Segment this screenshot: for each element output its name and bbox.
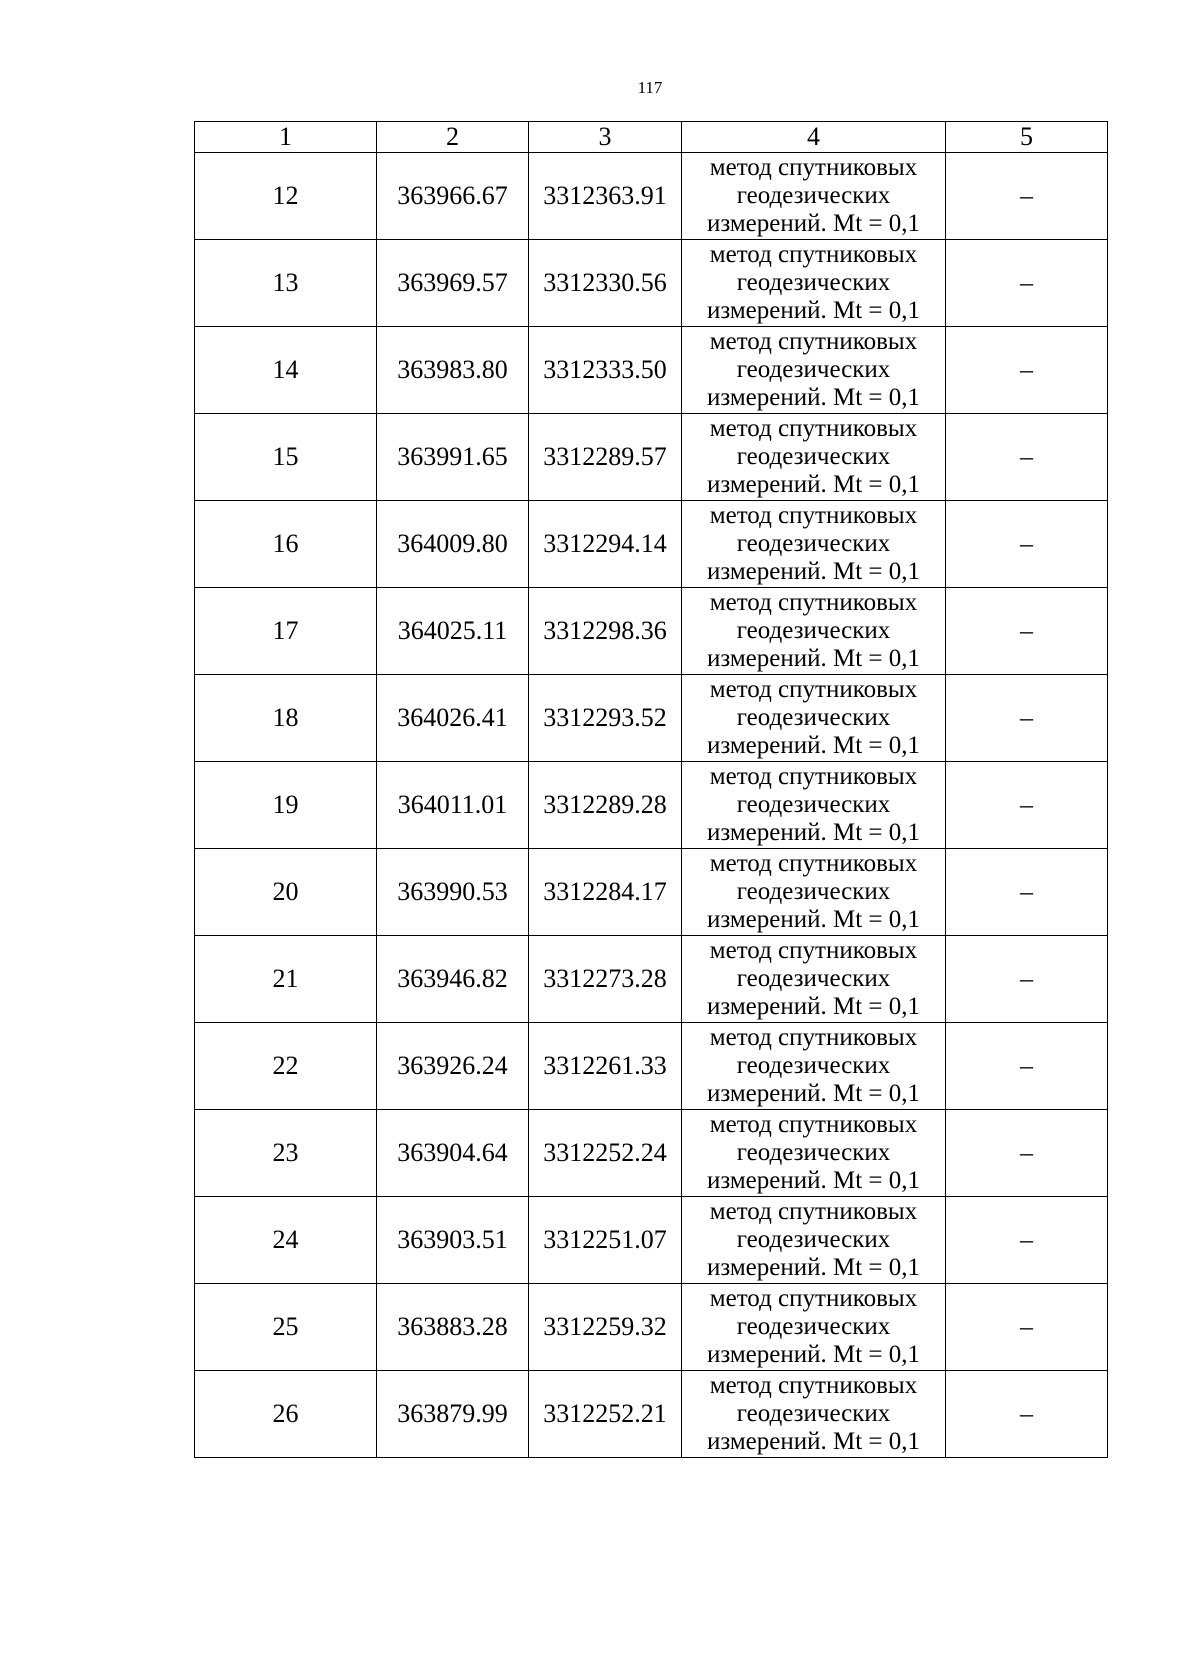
header-cell-4: 4: [682, 122, 946, 153]
table-row: [195, 327, 1108, 414]
page-number: 117: [637, 78, 663, 97]
method-line: метод спутниковых: [709, 1285, 918, 1312]
note-cell: –: [946, 153, 1108, 240]
method-line: метод спутниковых: [709, 502, 918, 529]
note-cell: –: [946, 762, 1108, 849]
x-coordinate-cell: 364025.11: [377, 588, 529, 675]
y-coordinate-cell: 3312333.50: [529, 327, 682, 414]
x-coordinate-cell: 364009.80: [377, 501, 529, 588]
method-line: геодезических: [736, 182, 891, 209]
header-cell-5: 5: [946, 122, 1108, 153]
x-coordinate-cell: 363883.28: [377, 1284, 529, 1371]
y-coordinate-cell: 3312289.57: [529, 414, 682, 501]
x-coordinate-cell: 364026.41: [377, 675, 529, 762]
method-cell: [682, 414, 946, 501]
method-line: измерений. Mt = 0,1: [706, 819, 921, 846]
method-line: метод спутниковых: [709, 1198, 918, 1225]
method-line: геодезических: [736, 1139, 891, 1166]
point-number-cell: 12: [195, 153, 377, 240]
x-coordinate-cell: 363903.51: [377, 1197, 529, 1284]
x-coordinate-cell: 363969.57: [377, 240, 529, 327]
table-row: [195, 762, 1108, 849]
y-coordinate-cell: 3312251.07: [529, 1197, 682, 1284]
y-coordinate-cell: 3312294.14: [529, 501, 682, 588]
note-cell: –: [946, 1110, 1108, 1197]
method-cell: [682, 936, 946, 1023]
point-number-cell: 26: [195, 1371, 377, 1458]
method-cell: [682, 762, 946, 849]
method-line: геодезических: [736, 269, 891, 296]
method-cell: [682, 1284, 946, 1371]
point-number-cell: 17: [195, 588, 377, 675]
note-cell: –: [946, 1023, 1108, 1110]
point-number-cell: 14: [195, 327, 377, 414]
point-number-cell: 16: [195, 501, 377, 588]
x-coordinate-cell: 364011.01: [377, 762, 529, 849]
table-row: [195, 675, 1108, 762]
note-cell: –: [946, 1371, 1108, 1458]
table-row: [195, 936, 1108, 1023]
y-coordinate-cell: 3312259.32: [529, 1284, 682, 1371]
x-coordinate-cell: 363904.64: [377, 1110, 529, 1197]
note-cell: –: [946, 240, 1108, 327]
method-line: геодезических: [736, 1313, 891, 1340]
method-line: измерений. Mt = 0,1: [706, 1167, 921, 1194]
note-cell: –: [946, 501, 1108, 588]
method-line: измерений. Mt = 0,1: [706, 732, 921, 759]
x-coordinate-cell: 363990.53: [377, 849, 529, 936]
method-line: геодезических: [736, 356, 891, 383]
point-number-cell: 13: [195, 240, 377, 327]
y-coordinate-cell: 3312273.28: [529, 936, 682, 1023]
y-coordinate-cell: 3312284.17: [529, 849, 682, 936]
method-line: измерений. Mt = 0,1: [706, 471, 921, 498]
method-cell: [682, 1197, 946, 1284]
method-line: геодезических: [736, 1400, 891, 1427]
method-line: геодезических: [736, 1226, 891, 1253]
table-row: [195, 1371, 1108, 1458]
table-body: [195, 153, 1108, 1458]
method-line: измерений. Mt = 0,1: [706, 1341, 921, 1368]
table-row: [195, 1197, 1108, 1284]
method-line: метод спутниковых: [709, 1024, 918, 1051]
method-line: измерений. Mt = 0,1: [706, 1080, 921, 1107]
method-line: геодезических: [736, 791, 891, 818]
point-number-cell: 23: [195, 1110, 377, 1197]
coordinates-table: [194, 121, 1108, 1458]
method-cell: [682, 1023, 946, 1110]
header-cell-1: 1: [195, 122, 377, 153]
table-row: [195, 1110, 1108, 1197]
point-number-cell: 18: [195, 675, 377, 762]
y-coordinate-cell: 3312293.52: [529, 675, 682, 762]
x-coordinate-cell: 363991.65: [377, 414, 529, 501]
method-cell: [682, 675, 946, 762]
y-coordinate-cell: 3312363.91: [529, 153, 682, 240]
method-line: метод спутниковых: [709, 850, 918, 877]
method-line: измерений. Mt = 0,1: [706, 645, 921, 672]
method-cell: [682, 1110, 946, 1197]
method-line: метод спутниковых: [709, 1372, 918, 1399]
method-line: метод спутниковых: [709, 589, 918, 616]
y-coordinate-cell: 3312330.56: [529, 240, 682, 327]
table-row: [195, 153, 1108, 240]
header-row: [195, 122, 1108, 153]
method-cell: [682, 501, 946, 588]
method-line: геодезических: [736, 878, 891, 905]
method-cell: [682, 849, 946, 936]
method-line: измерений. Mt = 0,1: [706, 993, 921, 1020]
method-line: геодезических: [736, 530, 891, 557]
method-line: измерений. Mt = 0,1: [706, 297, 921, 324]
y-coordinate-cell: 3312252.24: [529, 1110, 682, 1197]
x-coordinate-cell: 363966.67: [377, 153, 529, 240]
method-cell: [682, 327, 946, 414]
method-cell: [682, 1371, 946, 1458]
method-line: измерений. Mt = 0,1: [706, 210, 921, 237]
method-line: метод спутниковых: [709, 415, 918, 442]
point-number-cell: 20: [195, 849, 377, 936]
note-cell: –: [946, 327, 1108, 414]
x-coordinate-cell: 363879.99: [377, 1371, 529, 1458]
point-number-cell: 15: [195, 414, 377, 501]
point-number-cell: 24: [195, 1197, 377, 1284]
note-cell: –: [946, 675, 1108, 762]
method-line: метод спутниковых: [709, 154, 918, 181]
point-number-cell: 21: [195, 936, 377, 1023]
y-coordinate-cell: 3312261.33: [529, 1023, 682, 1110]
note-cell: –: [946, 849, 1108, 936]
header-cell-2: 2: [377, 122, 529, 153]
y-coordinate-cell: 3312252.21: [529, 1371, 682, 1458]
point-number-cell: 22: [195, 1023, 377, 1110]
x-coordinate-cell: 363983.80: [377, 327, 529, 414]
y-coordinate-cell: 3312289.28: [529, 762, 682, 849]
method-line: геодезических: [736, 1052, 891, 1079]
method-line: геодезических: [736, 965, 891, 992]
point-number-cell: 25: [195, 1284, 377, 1371]
note-cell: –: [946, 414, 1108, 501]
method-line: метод спутниковых: [709, 937, 918, 964]
x-coordinate-cell: 363946.82: [377, 936, 529, 1023]
method-line: измерений. Mt = 0,1: [706, 1254, 921, 1281]
x-coordinate-cell: 363926.24: [377, 1023, 529, 1110]
method-cell: [682, 153, 946, 240]
table-row: [195, 240, 1108, 327]
header-cell-3: 3: [529, 122, 682, 153]
method-line: метод спутниковых: [709, 1111, 918, 1138]
method-cell: [682, 588, 946, 675]
table-row: [195, 1023, 1108, 1110]
method-line: геодезических: [736, 443, 891, 470]
method-line: геодезических: [736, 617, 891, 644]
method-line: геодезических: [736, 704, 891, 731]
table-row: [195, 414, 1108, 501]
table-header: [195, 122, 1108, 153]
note-cell: –: [946, 936, 1108, 1023]
method-cell: [682, 240, 946, 327]
method-line: измерений. Mt = 0,1: [706, 384, 921, 411]
note-cell: –: [946, 1197, 1108, 1284]
note-cell: –: [946, 1284, 1108, 1371]
method-line: метод спутниковых: [709, 328, 918, 355]
method-line: измерений. Mt = 0,1: [706, 558, 921, 585]
method-line: метод спутниковых: [709, 763, 918, 790]
table-row: [195, 501, 1108, 588]
note-cell: –: [946, 588, 1108, 675]
method-line: метод спутниковых: [709, 676, 918, 703]
point-number-cell: 19: [195, 762, 377, 849]
method-line: метод спутниковых: [709, 241, 918, 268]
y-coordinate-cell: 3312298.36: [529, 588, 682, 675]
table-row: [195, 588, 1108, 675]
method-line: измерений. Mt = 0,1: [706, 906, 921, 933]
table-row: [195, 849, 1108, 936]
method-line: измерений. Mt = 0,1: [706, 1428, 921, 1455]
table-row: [195, 1284, 1108, 1371]
